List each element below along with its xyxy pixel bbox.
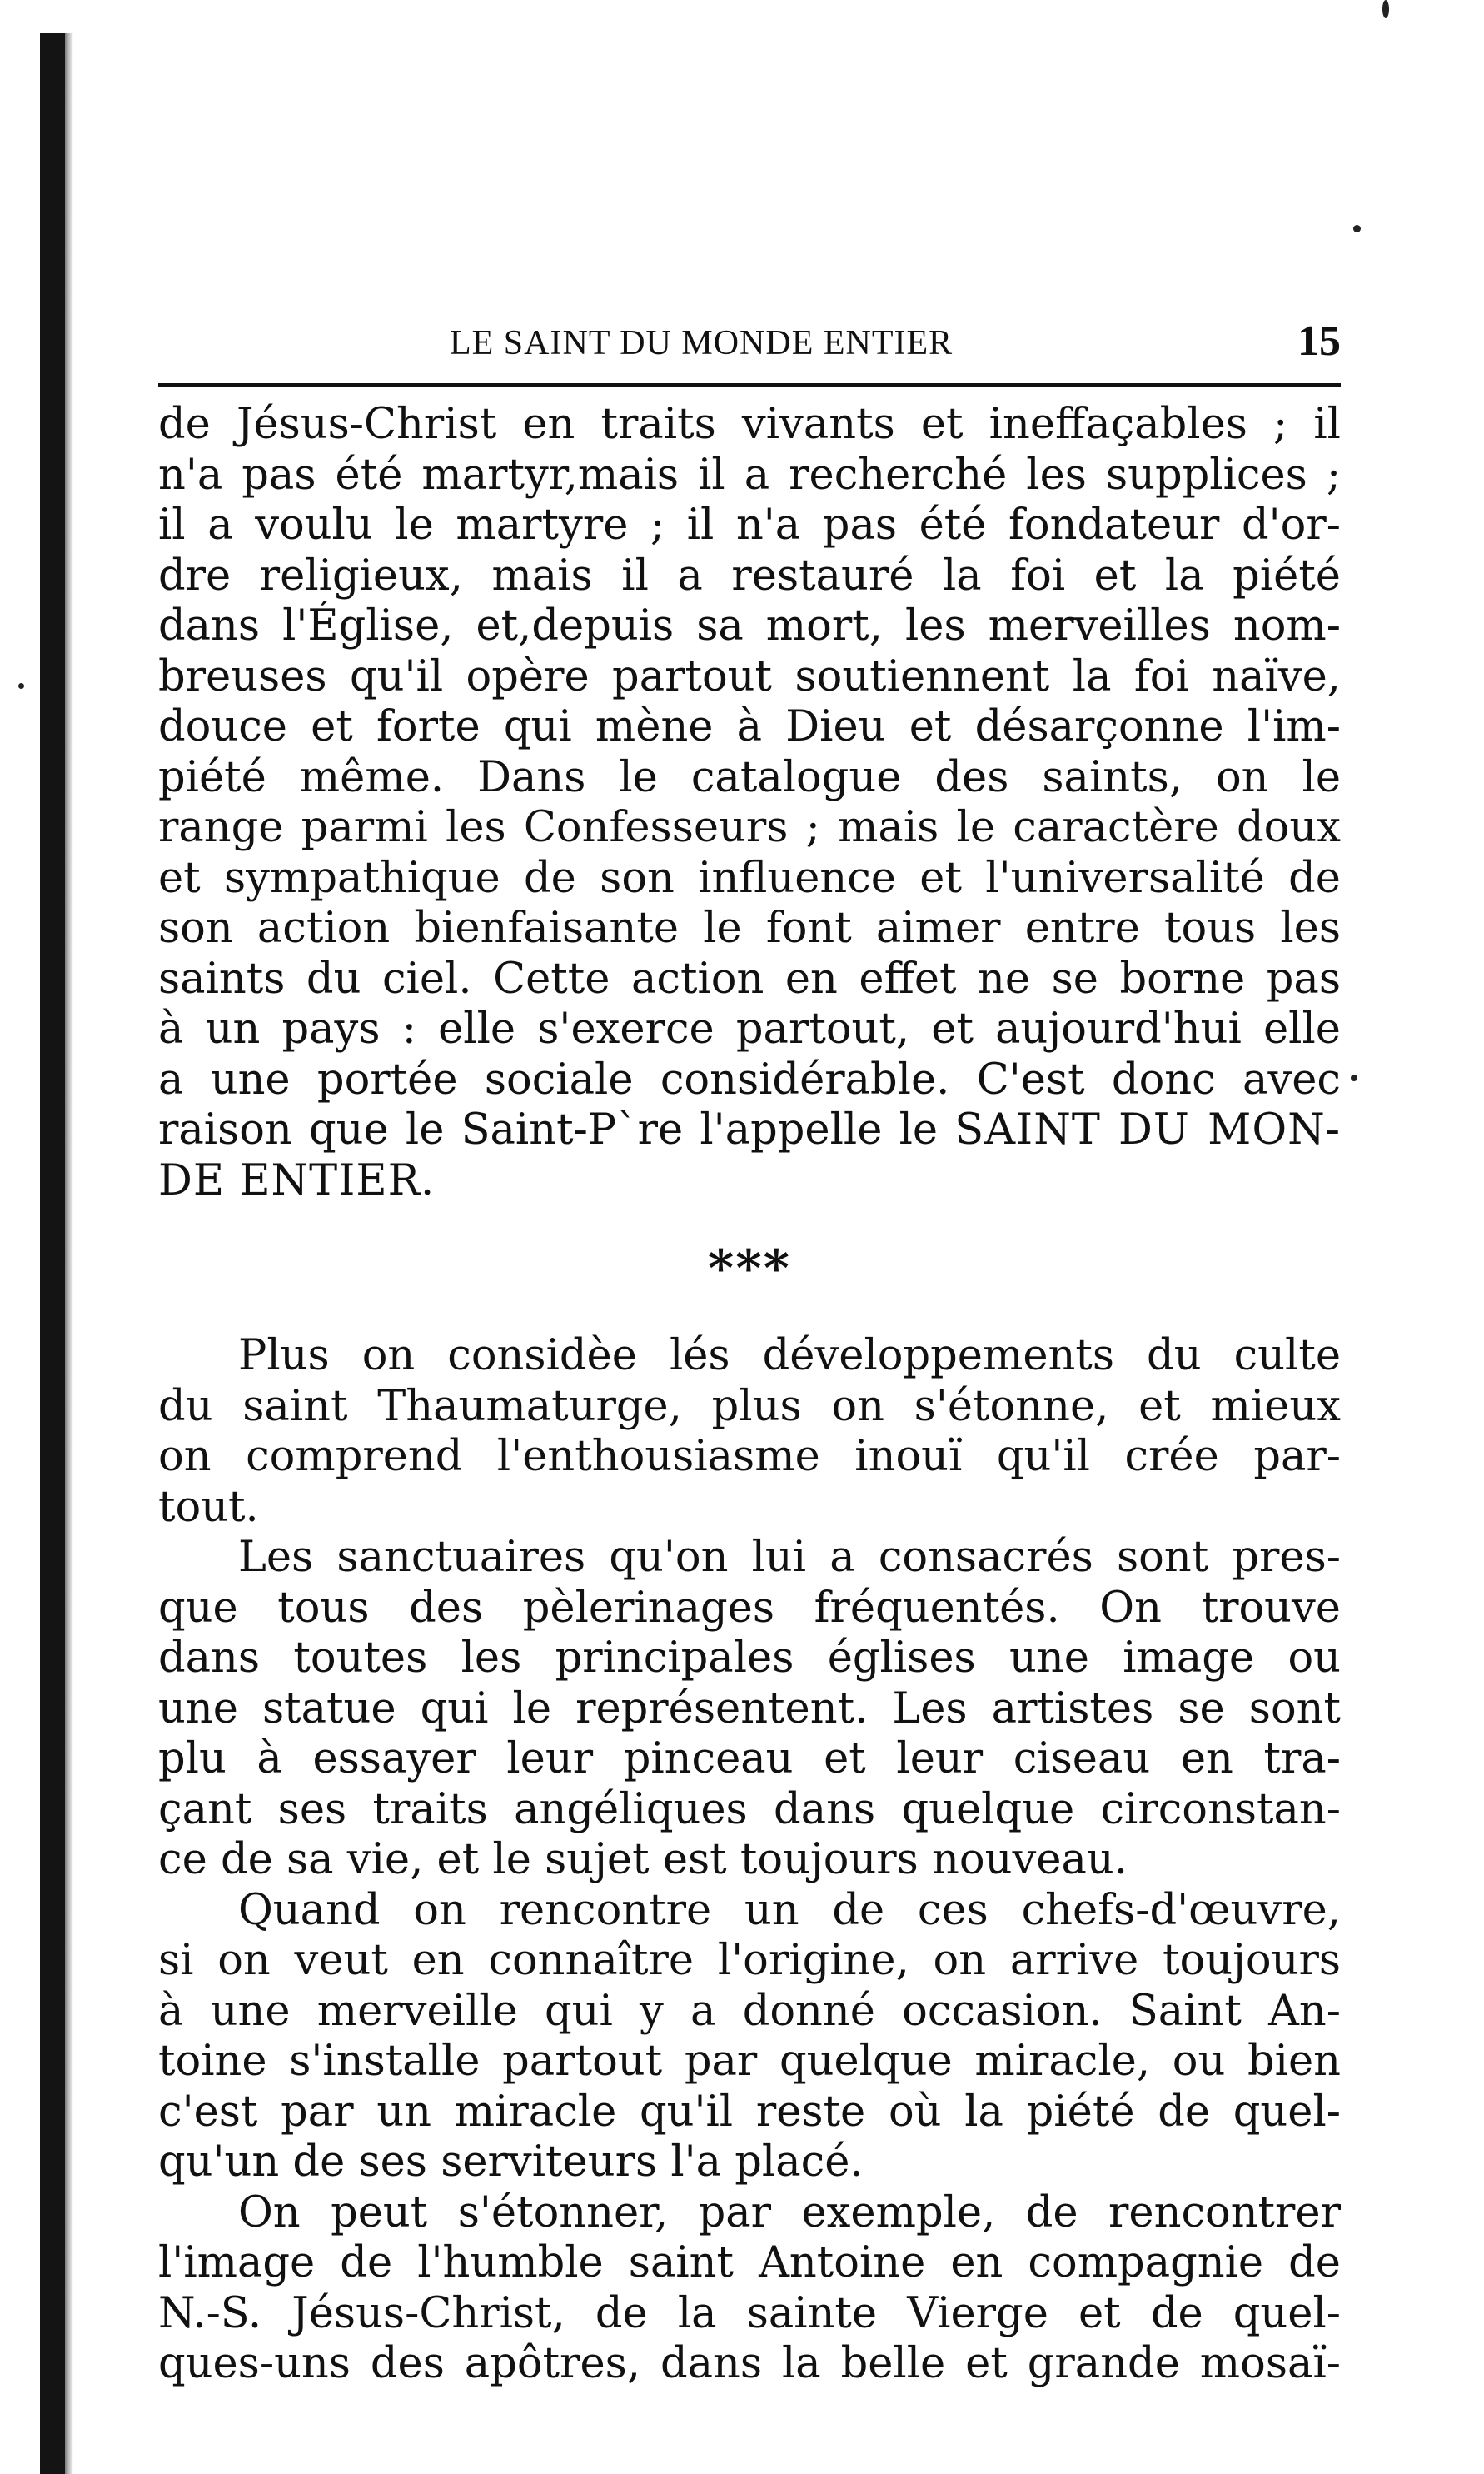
text-line: On peut s'étonner, par exemple, de rencontrer xyxy=(238,2187,1341,2237)
text-line: que tous des pèlerinages fréquentés. On trouve xyxy=(158,1583,1341,1633)
paragraph xyxy=(158,400,1341,1206)
text-line: une statue qui le représentent. Les artistes se sont xyxy=(158,1683,1341,1733)
print-speck xyxy=(18,683,24,689)
print-speck xyxy=(1351,1075,1357,1081)
text-line: çant ses traits angéliques dans quelque circonstan- xyxy=(158,1784,1341,1834)
text-line: dre religieux, mais il a restauré la foi et la piété xyxy=(158,551,1341,601)
text-line: plu à essayer leur pinceau et leur ciseau en tra- xyxy=(158,1734,1341,1783)
text-line: à une merveille qui y a donné occasion. Saint An- xyxy=(158,1986,1341,2036)
text-line: a une portée sociale considérable. C'est donc avec xyxy=(158,1055,1341,1105)
text-line: qu'un de ses serviteurs l'a placé. xyxy=(158,2137,864,2187)
text-line: l'image de l'humble saint Antoine en compagnie de xyxy=(158,2238,1341,2287)
text-line: il a voulu le martyre ; il n'a pas été fondateur d'or- xyxy=(158,501,1341,550)
paragraph xyxy=(158,1886,1341,2188)
text-line: toine s'installe partout par quelque miracle, ou bien xyxy=(158,2037,1341,2086)
text-line: piété même. Dans le catalogue des saints, on le xyxy=(158,752,1341,802)
book-binding-edge xyxy=(40,33,65,2474)
text-line: du saint Thaumaturge, plus on s'étonne, et mieux xyxy=(158,1381,1341,1431)
text-line: ques-uns des apôtres, dans la belle et grande mosaï- xyxy=(158,2339,1341,2388)
text-line: c'est par un miracle qu'il reste où la piété de quel- xyxy=(158,2087,1341,2137)
text-line: si on veut en connaître l'origine, on arrive toujours xyxy=(158,1936,1341,1985)
paragraph xyxy=(158,1331,1341,1533)
text-line: n'a pas été martyr,mais il a recherché les supplices ; xyxy=(158,450,1341,500)
page-number: 15 xyxy=(1297,317,1341,365)
text-line-with-emphasis xyxy=(158,1105,1341,1156)
text-line: dans l'Église, et,depuis sa mort, les merveilles nom- xyxy=(158,601,1341,651)
text-line: Les sanctuaires qu'on lui a consacrés sont pres- xyxy=(238,1533,1341,1582)
text-line: douce et forte qui mène à Dieu et désarçonne l'im- xyxy=(158,702,1341,751)
text-line: Quand on rencontre un de ces chefs-d'œuvre, xyxy=(238,1885,1341,1935)
text-line: et sympathique de son influence et l'universalité de xyxy=(158,853,1341,903)
text-line: à un pays : elle s'exerce partout, et aujourd'hui elle xyxy=(158,1005,1341,1054)
paragraph xyxy=(158,2188,1341,2390)
text-line: tout. xyxy=(158,1482,259,1532)
page-header xyxy=(158,317,1341,375)
emphasis-title: DE ENTIER. xyxy=(158,1155,436,1205)
text-line: on comprend l'enthousiasme inouï qu'il crée par- xyxy=(158,1432,1341,1481)
text-line: ce de sa vie, et le sujet est toujours nouveau. xyxy=(158,1835,1128,1884)
text-line: saints du ciel. Cette action en effet ne se borne pas xyxy=(158,954,1341,1004)
text-line: range parmi les Confesseurs ; mais le caractère doux xyxy=(158,803,1341,852)
text-line: Plus on considèe lés développements du culte xyxy=(238,1331,1341,1380)
emphasis-title: SAINT DU MON- xyxy=(954,1105,1341,1155)
paragraph xyxy=(158,1533,1341,1886)
text-line xyxy=(158,1156,1341,1207)
running-title: LE SAINT DU MONDE ENTIER xyxy=(450,324,954,362)
section-asterism: *** xyxy=(707,1239,792,1298)
text-line: dans toutes les principales églises une image ou xyxy=(158,1634,1341,1683)
text-line: N.-S. Jésus-Christ, de la sainte Vierge et de quel- xyxy=(158,2288,1341,2338)
print-speck xyxy=(1353,225,1361,232)
text-line-start: raison que le Saint-P`re l'appelle le xyxy=(158,1105,939,1155)
text-line: breuses qu'il opère partout soutiennent la foi naïve, xyxy=(158,651,1341,701)
text-line: son action bienfaisante le font aimer entre tous les xyxy=(158,904,1341,953)
print-speck xyxy=(1382,0,1389,18)
header-rule xyxy=(158,383,1341,387)
page-body xyxy=(158,400,1341,2390)
text-line: de Jésus-Christ en traits vivants et ineffaçables ; il xyxy=(158,400,1341,449)
